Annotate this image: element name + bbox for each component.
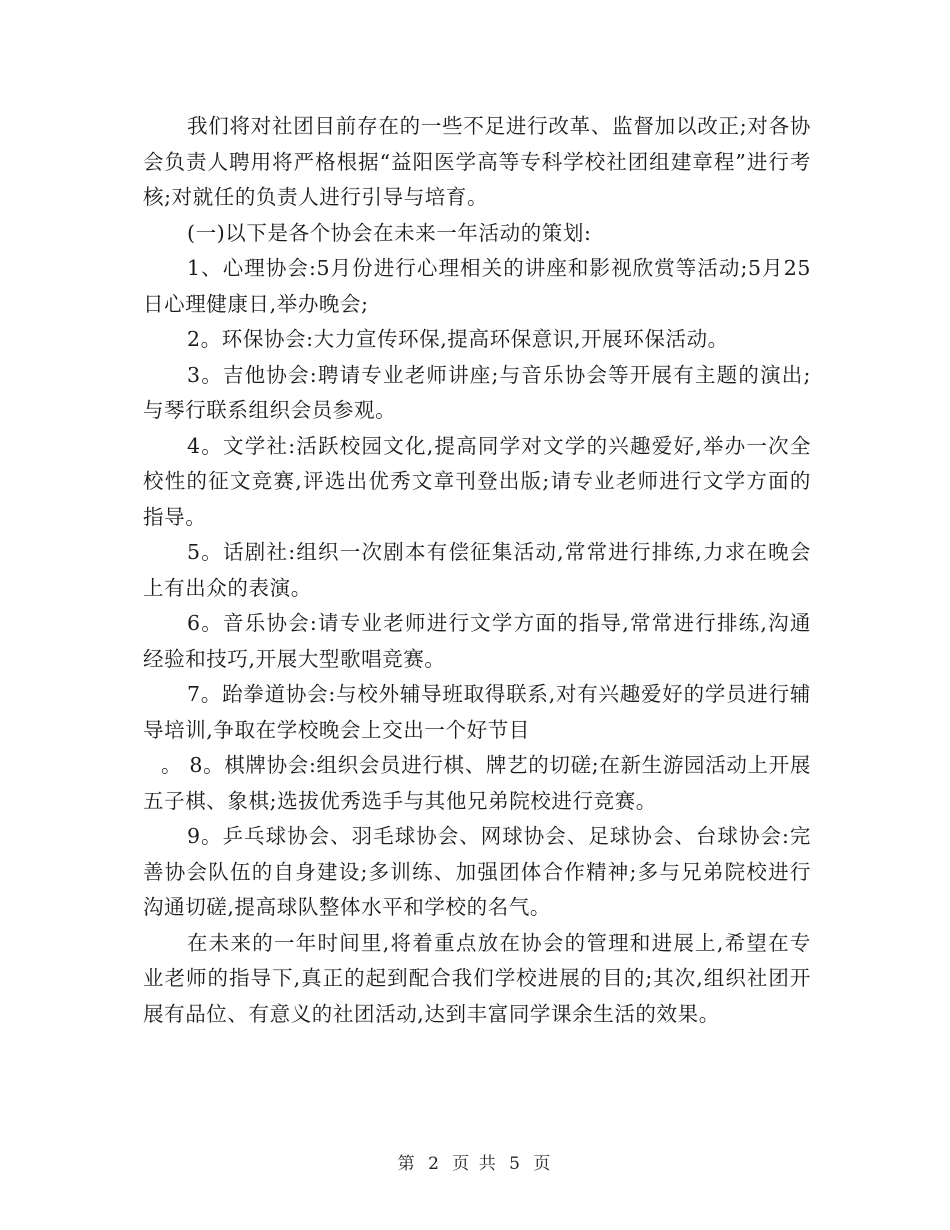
paragraph-item-3: 3。吉他协会:聘请专业老师讲座;与音乐协会等开展有主题的演出;与琴行联系组织会员参观。 (143, 362, 811, 422)
footer-total-pages: 5 (509, 1154, 522, 1174)
footer-middle: 页 共 (452, 1154, 498, 1174)
document-body (143, 109, 811, 1032)
paragraph-item-4: 4。文学社:活跃校园文化,提高同学对文学的兴趣爱好,举办一次全校性的征文竞赛,评选出优秀文章刊登出版;请专业老师进行文学方面的指导。 (143, 433, 811, 529)
paragraph-item-5: 5。话剧社:组织一次剧本有偿征集活动,常常进行排练,力求在晚会上有出众的表演。 (143, 540, 811, 600)
paragraph-conclusion: 在未来的一年时间里,将着重点放在协会的管理和进展上,希望在专业老师的指导下,真正的起到配合我们学校进展的目的;其次,组织社团开展有品位、有意义的社团活动,达到丰富同学课余生活的效果。 (143, 930, 811, 1026)
paragraph-section-heading: (一)以下是各个协会在未来一年活动的策划: (187, 220, 592, 245)
paragraph-item-7: 7。跆拳道协会:与校外辅导班取得联系,对有兴趣爱好的学员进行辅导培训,争取在学校晚会上交出一个好节目 (143, 682, 811, 742)
paragraph-item-9: 9。乒乓球协会、羽毛球协会、网球协会、足球协会、台球协会:完善协会队伍的自身建设;多训练、加强团体合作精神;多与兄弟院校进行沟通切磋,提高球队整体水平和学校的名气。 (143, 824, 811, 919)
paragraph-item-8: 。 8。棋牌协会:组织会员进行棋、牌艺的切磋;在新生游园活动上开展五子棋、象棋;选拔优秀选手与其他兄弟院校进行竞赛。 (143, 753, 811, 813)
paragraph-item-6: 6。音乐协会:请专业老师进行文学方面的指导,常常进行排练,沟通经验和技巧,开展大型歌唱竞赛。 (143, 611, 811, 671)
footer-current-page: 2 (428, 1154, 441, 1174)
footer-suffix: 页 (533, 1154, 553, 1174)
footer-prefix: 第 (397, 1154, 417, 1174)
paragraph-item-2: 2。环保协会:大力宣传环保,提高环保意识,开展环保活动。 (187, 327, 729, 351)
paragraph-item-1: 1、心理协会:5月份进行心理相关的讲座和影视欣赏等活动;5月25日心理健康日,举办晚会; (143, 256, 811, 316)
page-footer (0, 1149, 950, 1174)
paragraph-intro: 我们将对社团目前存在的一些不足进行改革、监督加以改正;对各协会负责人聘用将严格根据“益阳医学高等专科学校社团组建章程”进行考核;对就任的负责人进行引导与培育。 (143, 114, 811, 209)
